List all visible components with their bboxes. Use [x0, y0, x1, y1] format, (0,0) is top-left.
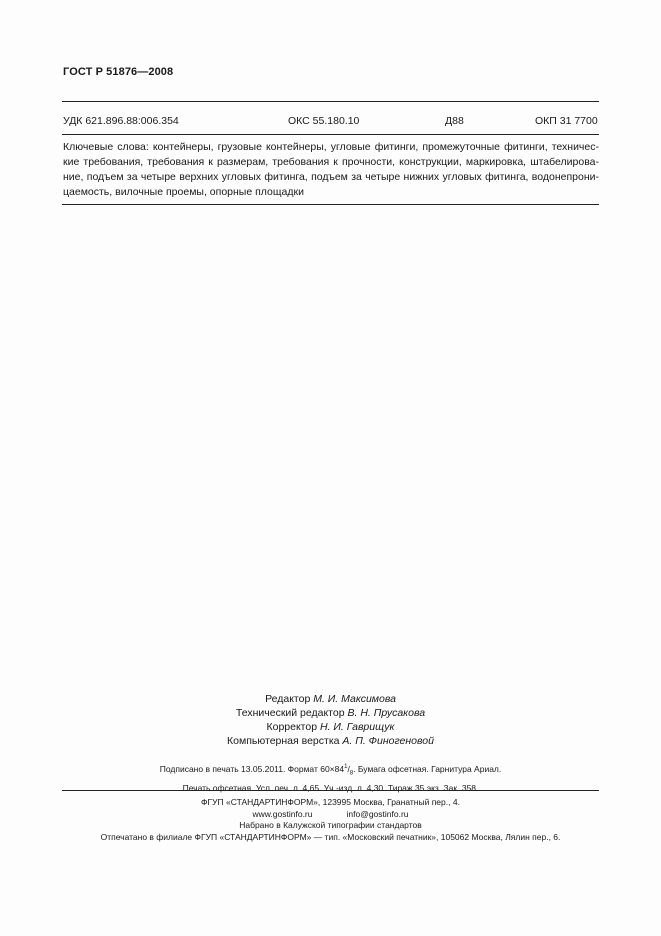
credit-role: Технический редактор — [235, 707, 345, 719]
keywords-line: кие требования, требования к размерам, требования к прочности, конструкции, маркировка, штабелирова- — [63, 156, 599, 168]
publisher-address: ФГУП «СТАНДАРТИНФОРМ», 123995 Москва, Гранатный пер., 4. — [201, 797, 460, 807]
credit-layout — [0, 734, 661, 748]
top-divider — [62, 101, 599, 102]
credit-role: Корректор — [266, 721, 318, 733]
keywords-line: ние, подъем за четыре верхних угловых фитинга, подъем за четыре нижних угловых фитинга, водонепрони- — [63, 171, 599, 183]
print-info-line — [0, 760, 661, 781]
print-info-text: Подписано в печать 13.05.2011. Формат 60×84 — [159, 763, 345, 774]
format-fraction-denominator: 8 — [349, 770, 354, 777]
keywords-divider — [62, 204, 599, 205]
publisher-contacts — [0, 809, 661, 821]
udk-code: УДК 621.896.88:006.354 — [63, 115, 179, 127]
credit-person: М. И. Максимова — [313, 693, 396, 705]
credit-person: Н. И. Гаврищук — [319, 721, 395, 733]
keywords-line: цаемость, вилочные проемы, опорные площадки — [63, 186, 304, 198]
oks-code: ОКС 55.180.10 — [288, 115, 360, 127]
classification-row — [63, 115, 599, 129]
credit-role: Компьютерная верстка — [227, 735, 340, 747]
publisher-email-link[interactable]: info@gostinfo.ru — [346, 808, 409, 819]
printing-note: Отпечатано в филиале ФГУП «СТАНДАРТИНФОРМ» — тип. «Московский печатник», 105062 Москва, Лялин пер., 6. — [100, 831, 561, 842]
publisher-block — [0, 797, 661, 843]
publisher-divider — [62, 790, 599, 791]
keywords-block — [63, 140, 599, 200]
group-code: Д88 — [445, 115, 464, 127]
credit-role: Редактор — [265, 693, 311, 705]
classification-divider — [62, 134, 599, 135]
format-fraction-numerator: 1 — [344, 764, 348, 770]
credit-editor — [0, 692, 661, 706]
typesetting-note: Набрано в Калужской типографии стандартов — [239, 820, 422, 830]
credits-block — [0, 692, 661, 748]
keywords-line: Ключевые слова: контейнеры, грузовые контейнеры, угловые фитинги, промежуточные фитинги, техничес- — [63, 141, 599, 153]
publisher-website-link[interactable]: www.gostinfo.ru — [252, 808, 313, 819]
credit-person: В. Н. Прусакова — [347, 707, 426, 719]
credit-proofreader — [0, 720, 661, 734]
format-fraction-slash: / — [347, 763, 350, 774]
credit-technical-editor — [0, 706, 661, 720]
print-info-text: . Бумага офсетная. Гарнитура Ариал. — [353, 763, 502, 774]
document-code: ГОСТ Р 51876—2008 — [63, 66, 174, 78]
credit-person: А. П. Финогеновой — [342, 735, 434, 747]
print-info-line: Печать офсетная. Усл. печ. л. 4,65. Уч.-изд. л. 4,30. Тираж 35 экз. Зак. 358. — [182, 782, 479, 793]
okp-code: ОКП 31 7700 — [535, 115, 598, 127]
